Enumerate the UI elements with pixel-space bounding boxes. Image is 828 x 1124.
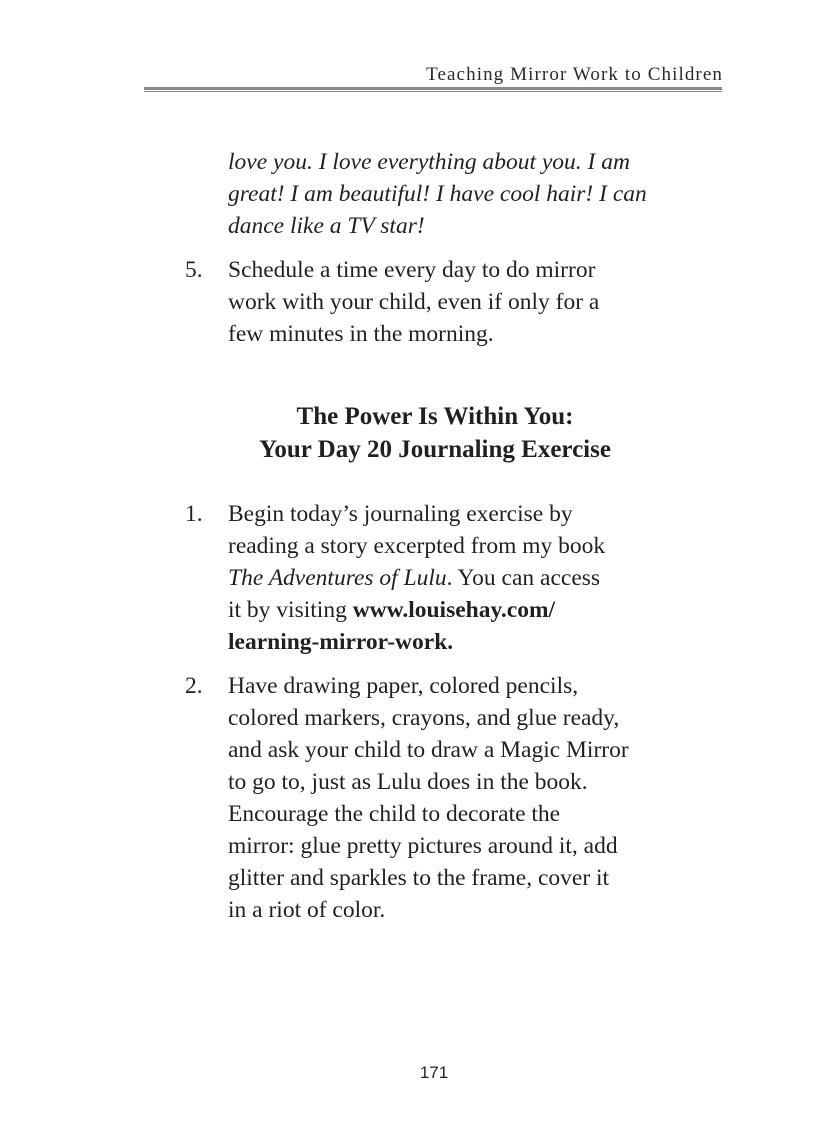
affirmation-continuation xyxy=(228,146,698,242)
section-heading xyxy=(150,400,720,466)
text-line: to go to, just as Lulu does in the book. xyxy=(228,769,588,795)
text-line: colored markers, crayons, and glue ready, xyxy=(228,705,620,731)
text-line: mirror: glue pretty pictures around it, add xyxy=(228,833,618,859)
text-line: great! I am beautiful! I have cool hair! I can xyxy=(228,181,647,207)
text-fragment: . You can access xyxy=(446,565,601,591)
header-rule-thin xyxy=(144,91,722,92)
text-line: few minutes in the morning. xyxy=(228,321,494,347)
list-item-text xyxy=(228,498,703,658)
text-line: love you. I love everything about you. I am xyxy=(228,149,630,175)
text-line: reading a story excerpted from my book xyxy=(228,533,606,559)
text-line xyxy=(228,562,703,594)
url-link[interactable]: learning-mirror-work. xyxy=(228,629,454,655)
text-line: dance like a TV star! xyxy=(228,213,425,239)
section-heading-line-2: Your Day 20 Journaling Exercise xyxy=(259,436,611,463)
section-heading-line-1: The Power Is Within You: xyxy=(296,403,574,430)
text-line: and ask your child to draw a Magic Mirror xyxy=(228,737,629,763)
url-link[interactable]: www.louisehay.com/ xyxy=(352,597,556,623)
list-number: 2. xyxy=(185,673,203,699)
text-line: Have drawing paper, colored pencils, xyxy=(228,673,579,699)
text-line: Begin today’s journaling exercise by xyxy=(228,501,573,527)
list-number: 5. xyxy=(185,257,203,283)
header-rule-thick xyxy=(144,87,722,90)
running-head: Teaching Mirror Work to Children xyxy=(426,64,723,85)
text-line xyxy=(228,594,703,626)
text-line: Encourage the child to decorate the xyxy=(228,801,561,827)
list-number: 1. xyxy=(185,501,203,527)
text-line: Schedule a time every day to do mirror xyxy=(228,257,596,283)
text-line: glitter and sparkles to the frame, cover it xyxy=(228,865,610,891)
text-line: in a riot of color. xyxy=(228,897,386,923)
list-item-text xyxy=(228,670,703,926)
book-title: The Adventures of Lulu xyxy=(228,565,447,591)
list-item-text xyxy=(228,254,703,350)
text-line xyxy=(228,626,703,658)
page-number: 171 xyxy=(419,1063,449,1082)
text-fragment: it by visiting xyxy=(228,597,353,623)
text-line: work with your child, even if only for a xyxy=(228,289,600,315)
